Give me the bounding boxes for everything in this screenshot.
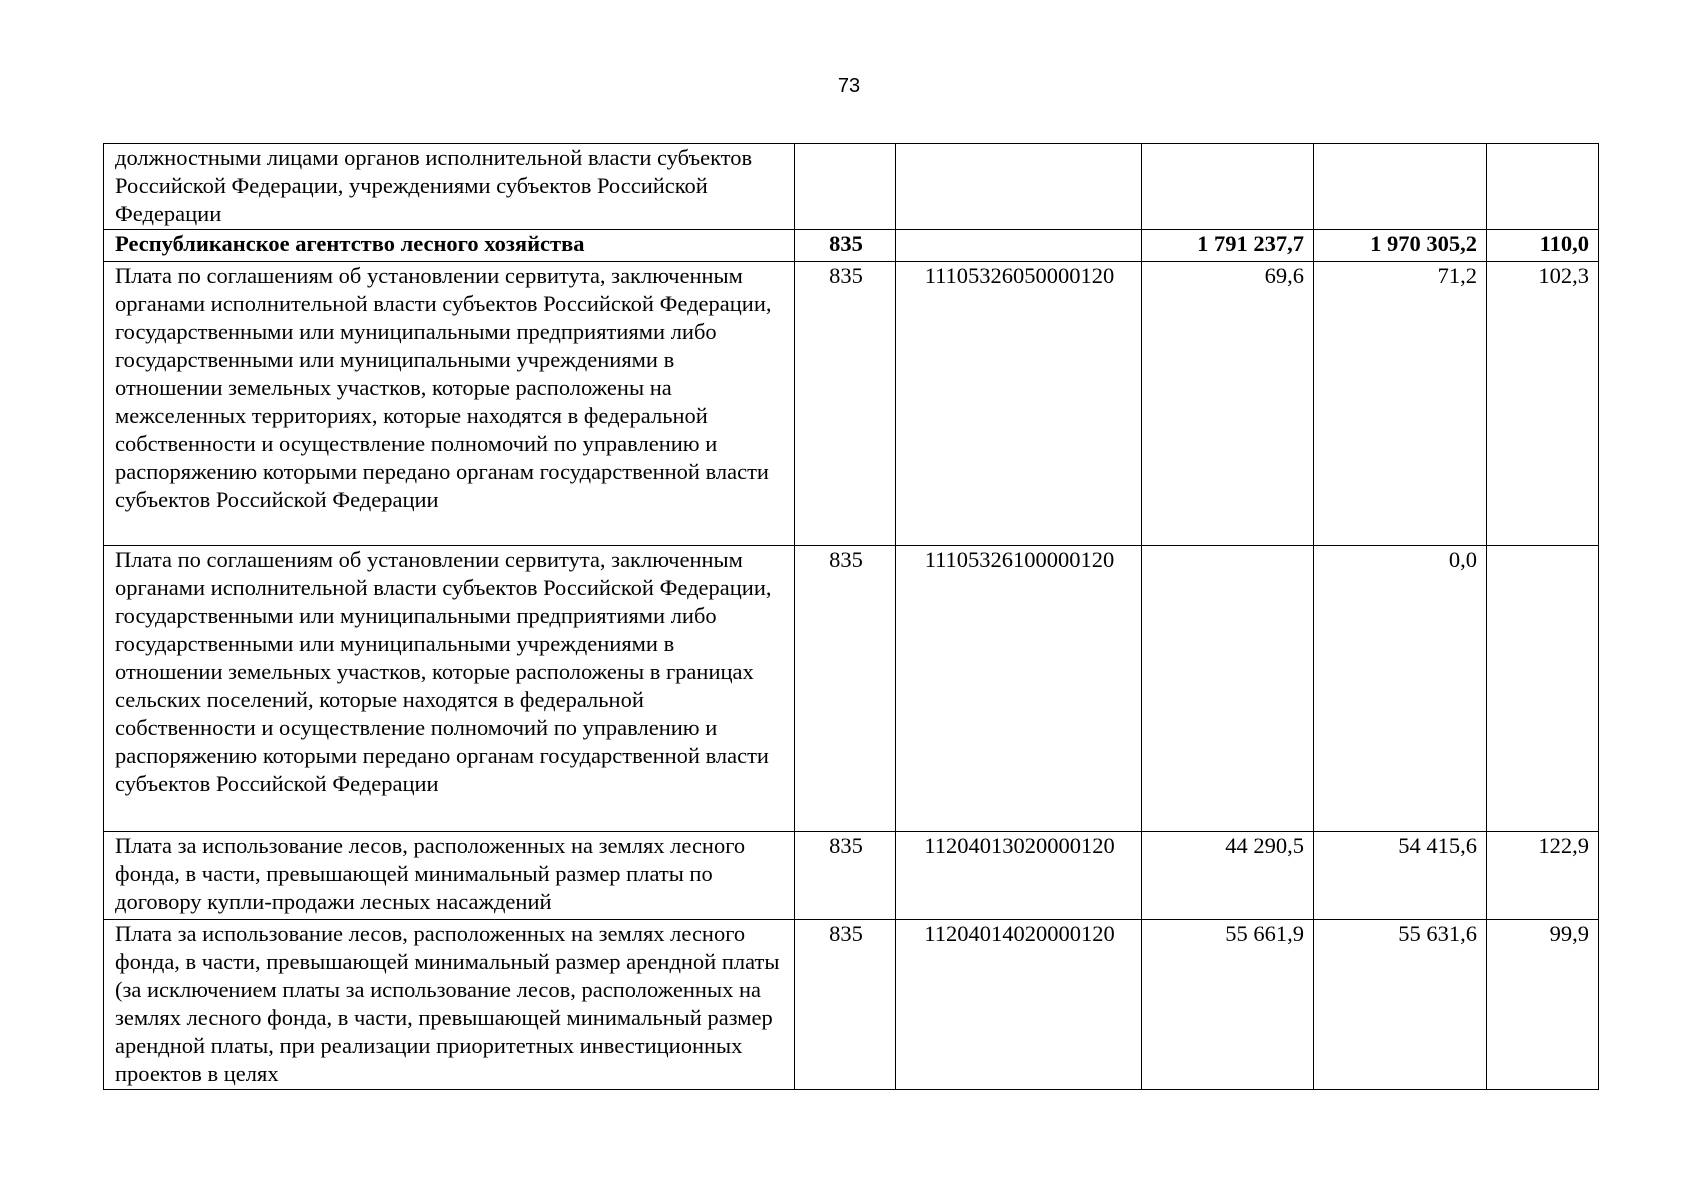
revenue-table: [103, 143, 1599, 1090]
row-plan-value: 44 290,5: [1142, 832, 1314, 920]
row-name-cell: [104, 144, 795, 230]
row-actual-value: 0,0: [1314, 546, 1487, 832]
row-revenue-code: [896, 230, 1142, 262]
row-plan-value: [1142, 546, 1314, 832]
row-name-cell: [104, 230, 795, 262]
row-name: Плата по соглашениям об установлении сервитута, заключенным органами исполнительной власти субъектов Российской Федерации, государственными или муниципальными предприятиями либо государственными или муниципальными учреждениями в отношении земельных участков, которые расположены на межселенных территориях, которые находятся в федеральной собственности и осуществление полномочий по управлению и распоряжению которыми передано органам государственной власти субъектов Российской Федерации: [115, 263, 772, 512]
row-actual-value: 71,2: [1314, 262, 1487, 546]
row-actual-value: [1314, 144, 1487, 230]
row-name: Плата за использование лесов, расположенных на землях лесного фонда, в части, превышающей минимальный размер платы по договору купли-продажи лесных насаждений: [115, 833, 746, 914]
row-name: Республиканское агентство лесного хозяйства: [115, 231, 585, 256]
revenue-table-body: [104, 144, 1599, 1090]
row-name: Плата по соглашениям об установлении сервитута, заключенным органами исполнительной власти субъектов Российской Федерации, государственными или муниципальными предприятиями либо государственными или муниципальными учреждениями в отношении земельных участков, которые расположены в границах сельских поселений, которые находятся в федеральной собственности и осуществление полномочий по управлению и распоряжению которыми передано органам государственной власти субъектов Российской Федерации: [115, 547, 772, 796]
row-plan-value: 69,6: [1142, 262, 1314, 546]
table-row: [104, 920, 1599, 1090]
row-revenue-code: 11105326100000120: [896, 546, 1142, 832]
row-plan-value: 55 661,9: [1142, 920, 1314, 1090]
row-revenue-code: 11204013020000120: [896, 832, 1142, 920]
row-name-cell: [104, 832, 795, 920]
row-admin-code: 835: [795, 230, 896, 262]
row-admin-code: 835: [795, 262, 896, 546]
table-row: [104, 262, 1599, 546]
row-name-cell: [104, 920, 795, 1090]
row-admin-code: 835: [795, 920, 896, 1090]
row-admin-code: [795, 144, 896, 230]
row-actual-value: 54 415,6: [1314, 832, 1487, 920]
row-percent-value: 99,9: [1487, 920, 1599, 1090]
row-revenue-code: 11204014020000120: [896, 920, 1142, 1090]
row-percent-value: 122,9: [1487, 832, 1599, 920]
row-admin-code: 835: [795, 832, 896, 920]
row-percent-value: 110,0: [1487, 230, 1599, 262]
row-name: Плата за использование лесов, расположенных на землях лесного фонда, в части, превышающей минимальный размер арендной платы (за исключением платы за использование лесов, расположенных на землях лесного фонда, в части, превышающей минимальный размер арендной платы, при реализации приоритетных инвестиционных проектов в целях: [115, 921, 780, 1086]
row-name-cell: [104, 546, 795, 832]
row-admin-code: 835: [795, 546, 896, 832]
row-percent-value: [1487, 546, 1599, 832]
table-row: [104, 230, 1599, 262]
row-name: должностными лицами органов исполнительной власти субъектов Российской Федерации, учреждениями субъектов Российской Федерации: [115, 145, 753, 226]
row-plan-value: 1 791 237,7: [1142, 230, 1314, 262]
row-revenue-code: 11105326050000120: [896, 262, 1142, 546]
row-percent-value: [1487, 144, 1599, 230]
row-plan-value: [1142, 144, 1314, 230]
row-actual-value: 1 970 305,2: [1314, 230, 1487, 262]
table-row: [104, 832, 1599, 920]
page-number: 73: [837, 75, 861, 97]
table-row: [104, 144, 1599, 230]
row-actual-value: 55 631,6: [1314, 920, 1487, 1090]
row-name-cell: [104, 262, 795, 546]
row-percent-value: 102,3: [1487, 262, 1599, 546]
row-revenue-code: [896, 144, 1142, 230]
table-row: [104, 546, 1599, 832]
